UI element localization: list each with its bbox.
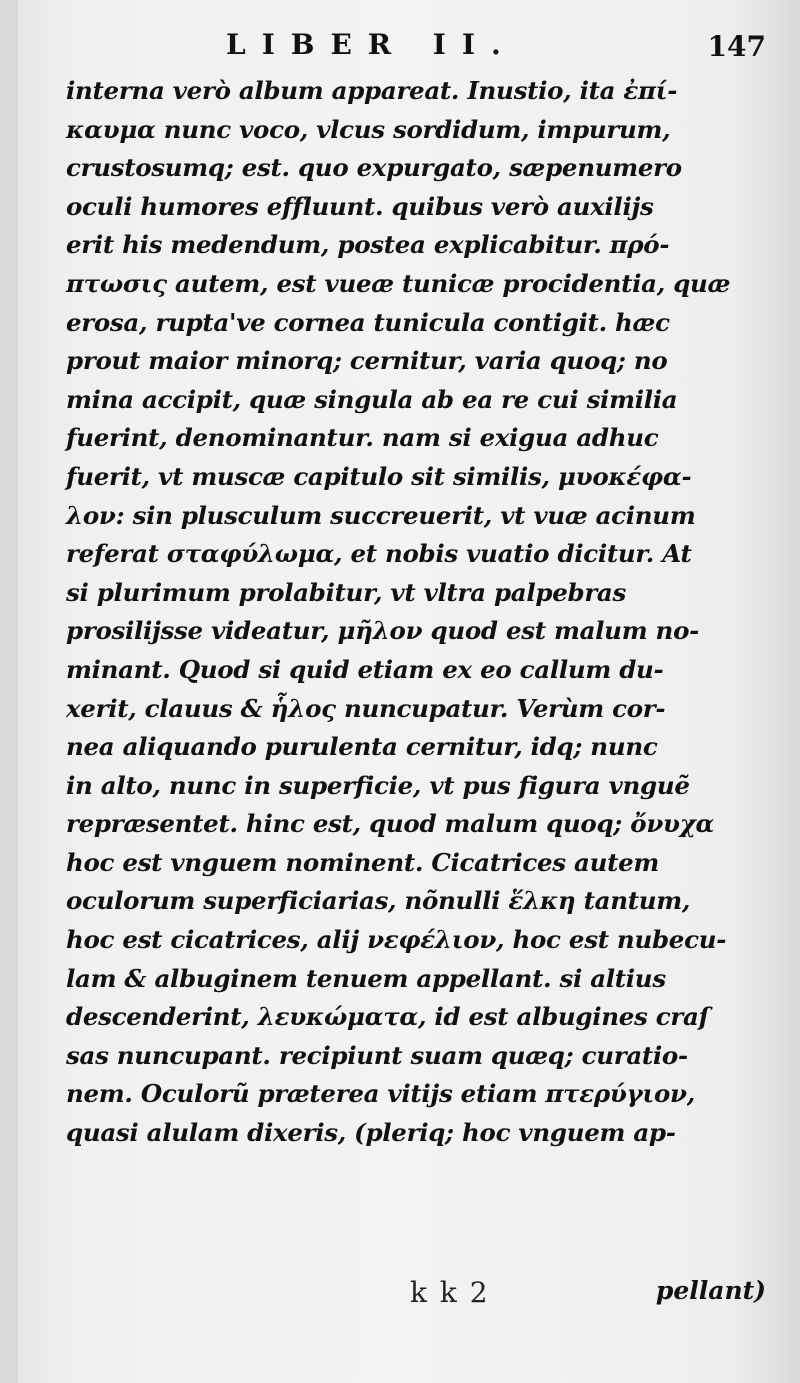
text-line: sas nuncupant. recipiunt suam quæq; curatio- — [66, 1040, 688, 1070]
text-line: quasi alulam dixeris, (pleriq; hoc vnguem ap- — [66, 1118, 676, 1148]
text-line: erosa, rupta've cornea tunicula contigit. hæc — [66, 307, 670, 337]
text-line: nem. Oculorũ præterea vitijs etiam πτερύγιον, — [66, 1079, 695, 1109]
signature-mark: k k 2 — [410, 1276, 490, 1309]
text-line: fuerint, denominantur. nam si exigua adhuc — [66, 423, 659, 453]
body-text — [66, 72, 766, 1153]
page-header — [18, 22, 788, 62]
running-head: LIBER II. — [226, 28, 517, 61]
text-line: fuerit, vt muscæ capitulo sit similis, μυοκέφα- — [66, 461, 692, 491]
text-line: descenderint, λευκώματα, id est albugines craſ — [66, 1002, 709, 1032]
text-line: si plurimum prolabitur, vt vltra palpebras — [66, 577, 626, 607]
text-line: oculi humores effluunt. quibus verò auxilijs — [66, 191, 654, 221]
text-line: mina accipit, quæ singula ab ea re cui similia — [66, 384, 678, 414]
text-line: referat σταφύλωμα, et nobis vuatio dicitur. At — [66, 539, 692, 569]
text-line: καυμα nunc voco, vlcus sordidum, impurum, — [66, 114, 671, 144]
page-number: 147 — [707, 30, 766, 63]
text-line: prosilijsse videatur, μῆλον quod est malum no- — [66, 616, 699, 646]
text-line: πτωσις autem, est vueæ tunicæ procidentia, quæ — [66, 268, 731, 298]
text-line: crustosumq; est. quo expurgato, sæpenumero — [66, 153, 682, 183]
text-line: erit his medendum, postea explicabitur. πρό- — [66, 230, 670, 260]
text-line: xerit, clauus & ἧλος nuncupatur. Verùm cor- — [66, 693, 666, 723]
text-line: minant. Quod si quid etiam ex eo callum du- — [66, 654, 664, 684]
text-line: interna verò album appareat. Inustio, ita ἐπί- — [66, 76, 678, 105]
text-line: nea aliquando purulenta cernitur, idq; nunc — [66, 732, 658, 762]
catchword: pellant) — [655, 1276, 766, 1305]
text-line: prout maior minorq; cernitur, varia quoq; no — [66, 346, 668, 376]
book-page — [18, 0, 788, 1383]
text-line: λον: sin plusculum succreuerit, vt vuæ acinum — [66, 500, 696, 530]
text-line: in alto, nunc in superficie, vt pus figura vnguẽ — [66, 770, 690, 800]
text-line: lam & albuginem tenuem appellant. si altius — [66, 963, 666, 993]
text-line: hoc est cicatrices, alij νεφέλιον, hoc est nubecu- — [66, 925, 727, 955]
text-line: oculorum superficiarias, nõnulli ἕλκη tantum, — [66, 886, 691, 916]
text-line: repræsentet. hinc est, quod malum quoq; ὄνυχα — [66, 809, 715, 839]
page-footer — [18, 1276, 788, 1316]
text-line: hoc est vnguem nominent. Cicatrices autem — [66, 847, 660, 877]
